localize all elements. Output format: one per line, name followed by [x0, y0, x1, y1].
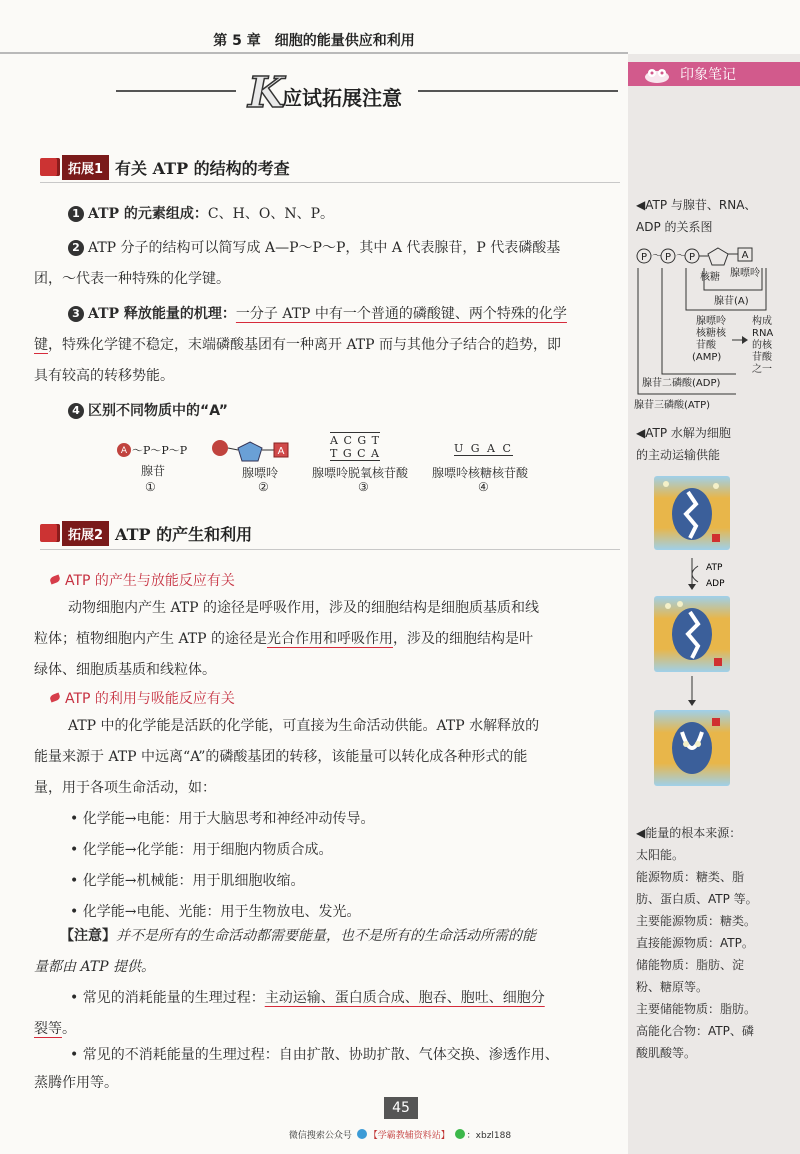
svg-text:苷酸: 苷酸: [752, 352, 772, 363]
page-number: 45: [384, 1097, 418, 1119]
section-banner: [248, 68, 402, 117]
note-text1: 并不是所有的生命活动都需要能量，也不是所有的生命活动所需的能: [116, 928, 536, 944]
svg-text:的核: 的核: [752, 340, 772, 351]
svg-text:～: ～: [676, 251, 686, 262]
atp-formula-graphic: [115, 440, 195, 460]
s1-underline: 光合作用和呼吸作用: [267, 631, 394, 647]
s1-line3: 绿体、细胞质基质和线粒体。: [34, 662, 216, 678]
bullet-4-text: 化学能→电能、光能：用于生物放电、发光。: [82, 904, 361, 920]
fig-adenosine: [115, 440, 195, 500]
bullet-4: • 化学能→电能、光能：用于生物放电、发光。: [70, 904, 361, 920]
boxed-a: A: [277, 446, 285, 457]
banner-dash-left: [116, 90, 236, 92]
ext1-heading: [40, 154, 290, 180]
svg-text:之一: 之一: [752, 364, 772, 375]
dna-bottom-strand: T G C A: [330, 447, 380, 460]
circled-a: A: [120, 446, 128, 456]
svg-text:ADP: ADP: [706, 579, 725, 589]
svg-text:(AMP): (AMP): [692, 352, 722, 363]
side-d2-title2: 的主动运输供能: [636, 448, 721, 462]
notes-tab: [628, 62, 800, 86]
bullet-1: • 化学能→电能：用于大脑思考和神经冲动传导。: [70, 811, 375, 827]
fig2-label: 腺嘌呤: [242, 466, 279, 480]
consume-line1: • 常见的消耗能量的生理过程：主动运输、蛋白质合成、胞吞、胞吐、细胞分: [70, 990, 545, 1006]
fig4-num: ④: [478, 480, 489, 494]
side-note-11: 酸肌酸等。: [636, 1046, 697, 1060]
number-badge: 1: [68, 206, 84, 222]
svg-text:～P～P～P: ～P～P～P: [132, 444, 188, 457]
consume-head: 常见的消耗能量的生理过程：: [82, 990, 265, 1006]
chapter-title: 细胞的能量供应和利用: [274, 33, 415, 49]
nonconsume-line1: • 常见的不消耗能量的生理过程：自由扩散、协助扩散、气体交换、渗透作用、: [70, 1047, 559, 1063]
banner-title: 应试拓展注意: [282, 86, 402, 110]
side-note-10: 高能化合物：ATP、磷: [636, 1024, 754, 1038]
consume-end: 。: [62, 1021, 76, 1037]
svg-text:P: P: [664, 252, 672, 263]
s1-line2b: ，涉及的细胞结构是叶: [393, 631, 534, 647]
footer-text-a: 微信搜索公众号: [288, 1131, 352, 1141]
svg-text:～: ～: [652, 251, 662, 262]
ext1-item2: [68, 233, 628, 263]
s2-line2: 能量来源于 ATP 中远离“A”的磷酸基团的转移，该能量可以转化成各种形式的能: [34, 749, 528, 765]
ext1-rule: [40, 182, 620, 183]
s2-line1: ATP 中的化学能是活跃的化学能，可直接为生命活动供能。ATP 水解释放的: [68, 718, 540, 734]
s1-line2: [34, 624, 628, 654]
fig2-num: ②: [258, 480, 269, 494]
svg-text:RNA: RNA: [752, 328, 774, 339]
fig1-label: 腺苷: [141, 464, 166, 478]
consume-underline1: 主动运输、蛋白质合成、胞吞、胞吐、细胞分: [264, 990, 545, 1006]
s1-line2a: 粒体；植物细胞内产生 ATP 的途径是: [34, 631, 268, 647]
active-transport-diagram: [652, 474, 762, 804]
s2-line3: 量，用于各项生命活动，如：: [34, 780, 216, 796]
ext1-item3: [68, 299, 628, 329]
banner-letter: K: [248, 68, 285, 117]
fig-dna: [312, 432, 422, 500]
leaf-icon: [49, 693, 61, 703]
sub2-title: ATP 的利用与吸能反应有关: [65, 691, 235, 707]
svg-text:腺嘌呤: 腺嘌呤: [696, 316, 726, 327]
svg-text:ATP: ATP: [706, 563, 723, 573]
bullet-2-text: 化学能→化学能：用于细胞内物质合成。: [82, 842, 333, 858]
side-note-2: 太阳能。: [636, 848, 685, 862]
search-icon: [357, 1129, 367, 1139]
number-badge: 4: [68, 403, 84, 419]
side-note-1: ◀能量的根本来源：: [636, 826, 742, 840]
fig3-label: 腺嘌呤脱氧核苷酸: [312, 466, 409, 480]
s1-line1: 动物细胞内产生 ATP 的途径是呼吸作用，涉及的细胞结构是细胞质基质和线: [68, 600, 540, 616]
atp-relationship-diagram: [634, 244, 798, 414]
footer-text-b: 【学霸教辅资料站】: [368, 1131, 450, 1141]
number-badge: 2: [68, 240, 84, 256]
book-icon: [40, 158, 60, 176]
ext1-item1: [68, 199, 628, 229]
wechat-icon: [455, 1129, 465, 1139]
note-head: 【注意】: [60, 928, 116, 944]
side-note-7: 储能物质：脂肪、淀: [636, 958, 745, 972]
side-note-6: 直接能源物质：ATP。: [636, 936, 754, 950]
fig1-num: ①: [145, 480, 156, 494]
svg-text:A: A: [741, 250, 749, 261]
chapter-number: 第 5 章: [213, 33, 261, 49]
side-diagram2-caption: [636, 422, 796, 466]
bullet-3: • 化学能→机械能：用于肌细胞收缩。: [70, 873, 305, 889]
ext1-item3-cont: [34, 330, 628, 360]
leaf-icon: [49, 575, 61, 585]
bullet-1-text: 化学能→电能：用于大脑思考和神经冲动传导。: [82, 811, 375, 827]
sub1-title: ATP 的产生与放能反应有关: [65, 573, 235, 589]
svg-text:P: P: [688, 252, 696, 263]
svg-text:构成: 构成: [752, 316, 772, 327]
fig3-num: ③: [358, 480, 369, 494]
item4-head: 区别不同物质中的“A”: [88, 403, 228, 419]
ext2-sub1: [50, 570, 235, 590]
notes-tab-title: 印象笔记: [680, 67, 736, 83]
item2-line1: ATP 分子的结构可以简写成 A—P～P～P，其中 A 代表腺苷，P 代表磷酸基: [88, 240, 561, 256]
chapter-header: [0, 30, 628, 50]
item3-underline1: 一分子 ATP 中有一个普通的磷酸键、两个特殊的化学: [235, 306, 567, 322]
svg-text:苷酸: 苷酸: [696, 340, 716, 351]
side-notes: [636, 822, 798, 1064]
item3-line2: ，特殊化学键不稳定，末端磷酸基团有一种离开 ATP 而与其他分子结合的趋势，即: [48, 337, 562, 353]
item1-head: ATP 的元素组成：: [88, 206, 208, 222]
nonconsume-text1: 常见的不消耗能量的生理过程：自由扩散、协助扩散、气体交换、渗透作用、: [82, 1047, 559, 1063]
svg-text:P: P: [640, 252, 648, 263]
svg-text:核糖: 核糖: [700, 272, 720, 283]
fig-adenine: [210, 434, 300, 500]
svg-text:腺苷三磷酸(ATP): 腺苷三磷酸(ATP): [634, 400, 711, 411]
side-d2-title1: ◀ATP 水解为细胞: [636, 426, 731, 440]
ext1-label: 拓展1: [62, 155, 109, 180]
ext1-item4: [68, 396, 628, 426]
item3-underline2: 键: [34, 337, 48, 353]
item3-head: ATP 释放能量的机理：: [88, 306, 236, 322]
ext2-label: 拓展2: [62, 521, 109, 546]
ext1-title: 有关 ATP 的结构的考查: [115, 158, 290, 178]
consume-underline2: 裂等: [34, 1021, 62, 1037]
side-note-5: 主要能源物质：糖类。: [636, 914, 757, 928]
side-diagram1-caption: [636, 194, 796, 238]
rna-strand: U G A C: [454, 442, 513, 455]
svg-text:腺苷(A): 腺苷(A): [714, 296, 749, 307]
side-d1-title1: ◀ATP 与腺苷、RNA、: [636, 198, 757, 212]
side-note-8: 粉、糖原等。: [636, 980, 709, 994]
footer: [0, 1128, 800, 1141]
footer-text-c: ：xbzl188: [466, 1131, 512, 1141]
bullet-2: • 化学能→化学能：用于细胞内物质合成。: [70, 842, 333, 858]
side-note-4: 肪、蛋白质、ATP 等。: [636, 892, 758, 906]
side-d1-title2: ADP 的关系图: [636, 220, 713, 234]
nonconsume-line2: 蒸腾作用等。: [34, 1075, 118, 1091]
svg-text:腺嘌呤: 腺嘌呤: [730, 268, 760, 279]
note-line1: [60, 921, 626, 951]
dna-top-strand: A C G T: [330, 434, 380, 447]
nucleotide-graphic: [210, 434, 300, 464]
svg-text:核糖核: 核糖核: [696, 328, 726, 339]
banner-dash-right: [418, 90, 618, 92]
number-badge: 3: [68, 306, 84, 322]
header-rule: [0, 52, 628, 54]
bullet-3-text: 化学能→机械能：用于肌细胞收缩。: [82, 873, 305, 889]
notebook-mascot-icon: [642, 64, 672, 84]
side-note-9: 主要储能物质：脂肪。: [636, 1002, 757, 1016]
ext1-item3-line3: 具有较高的转移势能。: [34, 368, 174, 384]
side-note-3: 能源物质：糖类、脂: [636, 870, 745, 884]
fig4-label: 腺嘌呤核糖核苷酸: [432, 466, 529, 480]
fig-rna: [432, 440, 542, 500]
note-line2: 量都由 ATP 提供。: [34, 959, 156, 975]
ext2-title: ATP 的产生和利用: [115, 524, 253, 544]
item1-body: C、H、O、N、P。: [207, 206, 334, 222]
ext2-sub2: [50, 688, 235, 708]
book-icon: [40, 524, 60, 542]
ext1-item2-cont: 团，～代表一种特殊的化学键。: [34, 271, 230, 287]
ext2-rule: [40, 549, 620, 550]
ext2-heading: [40, 520, 252, 546]
svg-text:腺苷二磷酸(ADP): 腺苷二磷酸(ADP): [642, 378, 721, 389]
